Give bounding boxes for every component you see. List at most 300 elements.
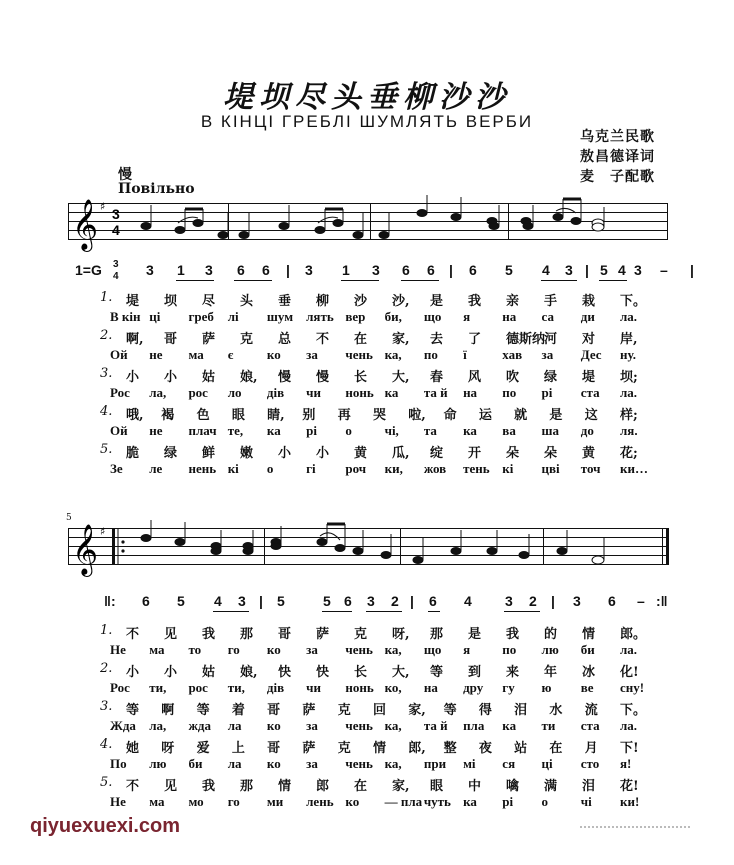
lyric-syllable: би, [384, 309, 402, 324]
staff-notes-1 [68, 193, 668, 253]
lyric-syllable: 克 [337, 703, 351, 718]
lyric-syllable: 我 [468, 294, 482, 309]
lyric-syllable: 慢 [316, 370, 330, 385]
lyric-syllable: Не [110, 642, 126, 657]
staff-line-2 [68, 524, 668, 575]
lyric-syllable: 花! [620, 779, 639, 794]
svg-text:♯: ♯ [100, 200, 106, 213]
lyric-syllable: ка [502, 718, 517, 733]
lyric-syllable: ла, [149, 385, 167, 400]
lyric-syllable: ма [149, 642, 165, 657]
lyric-syllable: 小 [126, 370, 140, 385]
lyric-syllable: на [502, 309, 517, 324]
lyric-verse-5-cn [100, 442, 640, 461]
lyric-syllable: ки! [620, 794, 640, 809]
lyric-syllable: ко, [384, 680, 402, 695]
lyric-syllable: ла [227, 718, 242, 733]
lyric-syllable: сну! [620, 680, 645, 695]
lyric-syllable: не [149, 423, 163, 438]
lyric-syllable: є [227, 347, 234, 362]
lyric-syllable: 家, [408, 703, 426, 718]
lyric-syllable: 亲 [506, 294, 520, 309]
lyric-syllable: 那 [240, 779, 254, 794]
tempo-cn: 慢 [118, 167, 132, 183]
lyric-syllable: 黄 [354, 446, 368, 461]
lyric-syllable: 朵 [544, 446, 558, 461]
lyric-syllable: рі [502, 794, 514, 809]
lyric-syllable: 情 [278, 779, 292, 794]
lyric-syllable: 流 [584, 703, 598, 718]
lyric-syllable: 河 [544, 332, 558, 347]
lyric-syllable: 再 [337, 408, 351, 423]
svg-text:♯: ♯ [100, 525, 106, 538]
lyric-syllable: ну. [620, 347, 636, 362]
lyric-syllable: за [306, 642, 318, 657]
lyric-syllable: 鲜 [202, 446, 216, 461]
lyric-syllable: жда [188, 718, 211, 733]
lyric-syllable: плач [188, 423, 217, 438]
lyric-syllable: лю [149, 756, 167, 771]
lyric-syllable: ля. [620, 423, 638, 438]
lyric-syllable: те, [227, 423, 244, 438]
lyric-syllable: що [423, 309, 442, 324]
lyric-syllable: рі [541, 385, 553, 400]
lyric-syllable: 家, [392, 779, 410, 794]
lyric-syllable: на [463, 385, 478, 400]
lyric-syllable: Не [110, 794, 126, 809]
lyric-syllable: нонь [345, 385, 374, 400]
treble-clef-icon: 𝄞 [72, 199, 99, 250]
lyric-verse-2-cn [100, 328, 640, 347]
lyric-syllable: о [345, 423, 352, 438]
lyric-syllable: що [423, 642, 442, 657]
lyric-syllable: — пла [384, 794, 423, 809]
tempo-ua: Повільно [118, 181, 195, 197]
lyric-syllable: 开 [468, 446, 482, 461]
lyric-syllable: чень [345, 718, 373, 733]
lyric-syllable: рос [188, 680, 208, 695]
lyric-syllable: ди [580, 309, 595, 324]
lyric-syllable: 等 [430, 665, 444, 680]
lyric-syllable: 月 [584, 741, 598, 756]
lyric-syllable: 哦, [126, 408, 144, 423]
lyric-syllable: лю [541, 642, 559, 657]
lyric-syllable: дів [266, 680, 285, 695]
lyric-syllable: 郎 [316, 779, 330, 794]
lyric-syllable: 就 [514, 408, 528, 423]
lyric-syllable: 总 [278, 332, 292, 347]
lyric-syllable: 噙 [506, 779, 520, 794]
lyric-syllable: ти, [227, 680, 245, 695]
lyric-syllable: ми [266, 794, 284, 809]
lyric-syllable: 不 [126, 627, 140, 642]
credit-lyrics: 敖昌德译词 [580, 149, 655, 165]
lyric-syllable: 等 [196, 703, 210, 718]
lyric-syllable: 萨 [302, 741, 316, 756]
lyric-syllable: 回 [373, 703, 387, 718]
lyric-syllable: 郎。 [620, 627, 647, 642]
lyric-syllable: 娘, [240, 370, 258, 385]
lyric-syllable: греб [188, 309, 214, 324]
lyric-syllable: 慢 [278, 370, 292, 385]
credit-arrange: 麦 子配歌 [580, 169, 655, 185]
lyric-verse-1-cn [100, 623, 647, 642]
verse-number: 2. [100, 661, 113, 676]
lyric-syllable: 郎, [408, 741, 426, 756]
lyric-syllable: 眼 [430, 779, 444, 794]
lyric-syllable: ва [502, 423, 516, 438]
lyric-syllable: жов [423, 461, 447, 476]
lyric-syllable: 冰 [582, 665, 596, 680]
lyric-syllable: о [266, 461, 274, 476]
lyric-syllable: ки, [384, 461, 403, 476]
lyric-syllable: лі [227, 309, 239, 324]
lyric-syllable: чень [345, 642, 373, 657]
lyric-syllable: ю [541, 680, 552, 695]
lyric-syllable: 在 [354, 332, 368, 347]
song-title: 堤坝尽头垂柳沙沙 [223, 80, 511, 115]
lyric-syllable: кі [502, 461, 514, 476]
lyric-syllable: пла [463, 718, 485, 733]
lyric-syllable: мо [188, 794, 204, 809]
lyric-syllable: 岸, [620, 332, 638, 347]
lyric-syllable: 下。 [620, 294, 647, 309]
lyric-syllable: ста [580, 718, 600, 733]
svg-text:3: 3 [112, 206, 120, 222]
lyric-syllable: ка [384, 385, 399, 400]
lyric-syllable: 手 [544, 294, 558, 309]
lyric-syllable: 睛, [267, 408, 285, 423]
jianpu-line-2: ‖: 6 5 4 3 | 5 5 6 3 2 | 6 4 3 2 | 3 6 – :‖ [0, 593, 734, 617]
lyric-syllable: при [423, 756, 447, 771]
lyric-syllable: ка [463, 794, 477, 809]
lyric-syllable: 克 [240, 332, 254, 347]
lyric-syllable: чі, [384, 423, 399, 438]
lyric-syllable: точ [580, 461, 601, 476]
lyric-syllable: ве [580, 680, 594, 695]
lyric-syllable: го [227, 642, 240, 657]
lyric-syllable: 小 [164, 370, 178, 385]
lyric-syllable: 见 [164, 779, 178, 794]
lyric-syllable: ки… [620, 461, 648, 476]
lyric-syllable: 等 [126, 703, 140, 718]
lyric-syllable: ка [463, 423, 477, 438]
lyric-syllable: 泪 [514, 703, 528, 718]
lyric-syllable: Дес [580, 347, 602, 362]
lyric-syllable: я [463, 642, 471, 657]
lyric-syllable: 德斯纳 [506, 332, 546, 347]
verse-number: 1. [100, 623, 113, 638]
lyric-syllable: 是 [468, 627, 482, 642]
lyric-syllable: 样; [620, 408, 638, 423]
lyric-syllable: 垂 [278, 294, 292, 309]
lyric-syllable: мі [463, 756, 476, 771]
lyric-syllable: нонь [345, 680, 374, 695]
lyric-syllable: 哥 [267, 741, 281, 756]
verse-number: 1. [100, 290, 113, 305]
lyric-syllable: ко [266, 756, 281, 771]
lyric-syllable: ша [541, 423, 560, 438]
lyric-syllable: 那 [430, 627, 444, 642]
lyric-syllable: 的 [544, 627, 558, 642]
staff-notes-2 [68, 518, 672, 578]
lyric-syllable: 哥 [267, 703, 281, 718]
lyric-syllable: ко [345, 794, 360, 809]
lyric-syllable: чень [345, 756, 373, 771]
lyric-syllable: 上 [231, 741, 245, 756]
lyric-syllable: лень [306, 794, 334, 809]
lyric-syllable: 哥 [278, 627, 292, 642]
verse-number: 5. [100, 442, 113, 457]
lyric-syllable: чуть [423, 794, 451, 809]
lyric-syllable: В кін [110, 309, 141, 324]
lyric-syllable: ко [266, 347, 281, 362]
staff-line-1 [68, 199, 668, 250]
lyric-syllable: цві [541, 461, 560, 476]
lyric-syllable: 小 [316, 446, 330, 461]
song-subtitle: В КІНЦІ ГРЕБЛІ ШУМЛЯТЬ ВЕРБИ [200, 112, 534, 131]
lyric-syllable: 去 [430, 332, 444, 347]
lyric-syllable: рос [188, 385, 208, 400]
lyric-syllable: 对 [582, 332, 596, 347]
lyric-syllable: по [502, 642, 517, 657]
lyric-syllable: 夜 [478, 741, 492, 756]
lyric-syllable: 呀 [161, 741, 175, 756]
lyric-syllable: ка, [384, 642, 402, 657]
lyric-syllable: 我 [202, 779, 216, 794]
lyric-syllable: дру [463, 680, 484, 695]
lyric-syllable: 黄 [582, 446, 596, 461]
lyric-syllable: 来 [506, 665, 520, 680]
lyric-syllable: я [463, 309, 471, 324]
lyric-syllable: ко [266, 642, 281, 657]
lyric-syllable: не [149, 347, 163, 362]
lyric-syllable: 柳 [316, 294, 330, 309]
lyric-syllable: ся [502, 756, 516, 771]
lyric-syllable: за [306, 756, 318, 771]
lyric-syllable: гу [502, 680, 515, 695]
lyric-syllable: 嫩 [240, 446, 254, 461]
lyric-syllable: ка, [384, 718, 402, 733]
lyric-verse-3-cn [100, 699, 647, 718]
lyric-syllable: 尽 [202, 294, 216, 309]
lyric-syllable: 坝 [164, 294, 178, 309]
lyric-syllable: 情 [582, 627, 596, 642]
lyric-syllable: по [423, 347, 438, 362]
lyric-syllable: Ой [110, 347, 128, 362]
site-watermark: qiyuexuexi.com [30, 815, 181, 837]
lyric-syllable: вер [345, 309, 366, 324]
lyric-syllable: 别 [302, 408, 316, 423]
verse-number: 3. [100, 699, 113, 714]
watermark-dots [580, 826, 690, 832]
lyric-syllable: за [541, 347, 554, 362]
lyric-syllable: ло [227, 385, 242, 400]
lyric-syllable: я! [620, 756, 632, 771]
lyric-syllable: 满 [544, 779, 558, 794]
lyric-syllable: 啦, [408, 408, 426, 423]
lyric-syllable: ла. [620, 642, 638, 657]
lyric-syllable: за [306, 347, 318, 362]
lyric-syllable: го [227, 794, 240, 809]
lyric-syllable: 快 [316, 665, 330, 680]
lyric-syllable: 沙, [392, 294, 410, 309]
lyric-syllable: дів [266, 385, 285, 400]
lyric-syllable: 呀, [392, 627, 410, 642]
lyric-syllable: 小 [126, 665, 140, 680]
lyric-syllable: 在 [549, 741, 563, 756]
lyric-syllable: на [423, 680, 438, 695]
lyric-syllable: 小 [278, 446, 292, 461]
lyric-syllable: 萨 [316, 627, 330, 642]
lyric-syllable: 下! [620, 741, 639, 756]
lyric-syllable: 风 [468, 370, 482, 385]
lyric-syllable: Жда [110, 718, 136, 733]
lyric-syllable: 堤 [582, 370, 596, 385]
lyric-syllable: рі [306, 423, 317, 438]
lyric-syllable: 绿 [544, 370, 558, 385]
lyric-syllable: о [541, 794, 549, 809]
verse-number: 4. [100, 737, 113, 752]
lyric-syllable: 化! [620, 665, 639, 680]
lyric-syllable: 姑 [202, 370, 216, 385]
treble-clef-icon: 𝄞 [72, 524, 99, 575]
lyric-syllable: ла. [620, 385, 638, 400]
lyric-verse-2-cn [100, 661, 640, 680]
lyric-syllable: 吹 [506, 370, 520, 385]
lyric-syllable: та [423, 423, 437, 438]
lyric-syllable: ці [541, 756, 553, 771]
lyric-syllable: ї [463, 347, 467, 362]
svg-text:4: 4 [112, 222, 120, 238]
lyric-syllable: 我 [506, 627, 520, 642]
lyric-syllable: 大, [392, 665, 410, 680]
lyric-syllable: ко [266, 718, 281, 733]
lyric-syllable: 坝; [620, 370, 638, 385]
lyric-syllable: ка, [384, 347, 402, 362]
lyric-syllable: 见 [164, 627, 178, 642]
lyric-syllable: 春 [430, 370, 444, 385]
lyric-syllable: По [110, 756, 127, 771]
lyric-syllable: 在 [354, 779, 368, 794]
lyric-syllable: гі [306, 461, 316, 476]
key-signature: 1=G [75, 262, 102, 278]
lyric-verse-4-cn [100, 404, 640, 423]
lyric-syllable: 克 [337, 741, 351, 756]
lyric-verse-4-cn [100, 737, 640, 756]
lyric-syllable: 瓜, [392, 446, 410, 461]
lyric-syllable: 不 [316, 332, 330, 347]
lyric-syllable: ла. [620, 309, 638, 324]
lyric-syllable: 堤 [126, 294, 140, 309]
lyric-syllable: 小 [164, 665, 178, 680]
lyric-syllable: Ой [110, 423, 128, 438]
lyric-syllable: 到 [468, 665, 482, 680]
lyric-syllable: 栽 [582, 294, 596, 309]
lyric-syllable: Рос [110, 680, 130, 695]
lyric-syllable: лять [306, 309, 334, 324]
credit-origin: 乌克兰民歌 [580, 129, 655, 145]
lyric-syllable: 萨 [302, 703, 316, 718]
lyric-syllable: ле [149, 461, 163, 476]
lyric-syllable: ти [541, 718, 556, 733]
lyric-syllable: чі [580, 794, 592, 809]
lyric-syllable: нень [188, 461, 217, 476]
lyric-syllable: ла. [620, 718, 638, 733]
lyric-syllable: 沙 [354, 294, 368, 309]
lyric-syllable: ма [188, 347, 204, 362]
lyric-syllable: 色 [196, 408, 210, 423]
verse-number: 2. [100, 328, 113, 343]
lyric-syllable: кі [227, 461, 239, 476]
lyric-syllable: 我 [202, 627, 216, 642]
lyric-syllable: 啊 [161, 703, 175, 718]
lyric-syllable: шум [266, 309, 294, 324]
lyric-syllable: 那 [240, 627, 254, 642]
lyric-syllable: ка, [384, 756, 402, 771]
verse-number: 5. [100, 775, 113, 790]
lyric-verse-5-cn [100, 775, 640, 794]
lyric-verse-1-cn [100, 290, 647, 309]
lyric-syllable: по [502, 385, 517, 400]
lyric-syllable: 命 [443, 408, 457, 423]
lyric-syllable: 整 [443, 741, 457, 756]
lyric-syllable: 花; [620, 446, 638, 461]
lyric-syllable: та й [423, 718, 448, 733]
lyric-syllable: 是 [549, 408, 563, 423]
lyric-syllable: та й [423, 385, 448, 400]
lyric-syllable: 这 [584, 408, 598, 423]
lyric-syllable: 等 [443, 703, 457, 718]
lyric-syllable: 着 [231, 703, 245, 718]
lyric-syllable: 她 [126, 741, 140, 756]
lyric-syllable: 长 [354, 370, 368, 385]
lyric-syllable: Зе [110, 461, 123, 476]
lyric-syllable: 啊, [126, 332, 144, 347]
lyric-syllable: 眼 [231, 408, 245, 423]
lyric-syllable: 爱 [196, 741, 210, 756]
lyric-syllable: 运 [478, 408, 492, 423]
lyric-syllable: 不 [126, 779, 140, 794]
lyric-syllable: 中 [468, 779, 482, 794]
lyric-syllable: 了 [468, 332, 482, 347]
lyric-syllable: чи [306, 385, 321, 400]
lyric-syllable: ма [149, 794, 165, 809]
lyric-syllable: хав [502, 347, 523, 362]
jianpu-line-1: 1=G 3 4 3 1 3 6 6 | 3 1 3 6 6 | 6 5 4 3 | 5 4 3 – | [75, 259, 694, 282]
lyric-syllable: ці [149, 309, 161, 324]
lyric-syllable: 得 [478, 703, 492, 718]
lyric-syllable: 家, [392, 332, 410, 347]
lyric-syllable: сто [580, 756, 600, 771]
lyric-syllable: 褐 [161, 408, 175, 423]
lyric-syllable: тень [463, 461, 490, 476]
lyric-syllable: то [188, 642, 202, 657]
lyric-syllable: за [306, 718, 318, 733]
lyric-syllable: 年 [544, 665, 558, 680]
lyric-syllable: 绿 [164, 446, 178, 461]
lyric-verse-3-cn [100, 366, 640, 385]
lyric-syllable: 长 [354, 665, 368, 680]
lyric-syllable: 绽 [430, 446, 444, 461]
measure-number: 5 [66, 513, 72, 523]
lyric-syllable: ла [227, 756, 242, 771]
lyric-syllable: би [188, 756, 203, 771]
lyric-syllable: 水 [549, 703, 563, 718]
lyric-syllable: 姑 [202, 665, 216, 680]
lyric-syllable: ста [580, 385, 600, 400]
lyric-syllable: 朵 [506, 446, 520, 461]
